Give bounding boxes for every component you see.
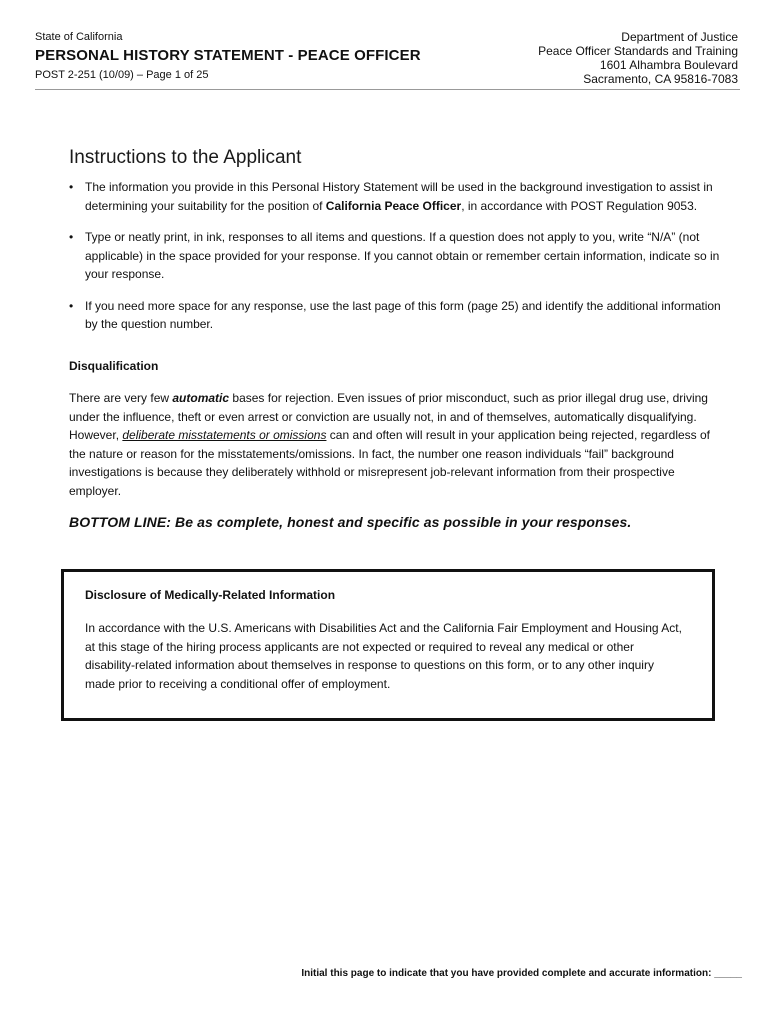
emphasis-text: automatic xyxy=(172,391,230,405)
paragraph-text: can and often will result in your application being rejected, regardless of the nature or reason for the misstatements/omissions. In fact, the number one reason individuals “fail” background investigations is because they deliberately withhold or misrepresent job-relevant information from their prospective employer. xyxy=(69,428,711,498)
state-label: State of California xyxy=(35,31,123,43)
header-left xyxy=(35,30,421,81)
list-item xyxy=(69,228,729,284)
paragraph-text: bases for rejection. Even issues of prior misconduct, such as prior illegal drug use, driving under the influence, theft or even arrest or conviction are usually not, in and of themselves, automatically disqualifying. However, xyxy=(69,391,708,442)
page-title: Instructions to the Applicant xyxy=(69,146,302,168)
bullet-text: Type or neatly print, in ink, responses to all items and questions. If a question does not apply to you, write “N/A” (not applicable) in the space provided for your response. If you cannot obtain or remember certain information, indicate so in your response. xyxy=(85,230,720,281)
city-state-zip: Sacramento, CA 95816-7083 xyxy=(583,72,738,86)
paragraph-text: There are very few xyxy=(69,391,173,405)
bullet-icon: • xyxy=(69,230,74,244)
bottom-line-label: BOTTOM LINE xyxy=(69,514,167,530)
list-item xyxy=(69,297,729,334)
initial-field[interactable]: Initial this page to indicate that you have provided complete and accurate information: _____ xyxy=(301,968,742,979)
disclosure-heading: Disclosure of Medically-Related Information xyxy=(85,588,336,602)
department-name: Department of Justice xyxy=(621,30,738,44)
form-number: POST 2-251 (10/09) – Page 1 of 25 xyxy=(35,69,209,81)
disqualification-heading: Disqualification xyxy=(69,359,159,373)
bullet-text: , in accordance with POST Regulation 9053. xyxy=(461,198,698,213)
street-address: 1601 Alhambra Boulevard xyxy=(599,58,738,72)
instruction-list xyxy=(69,178,729,347)
bullet-text: If you need more space for any response, use the last page of this form (page 25) and identify the additional information by the question number. xyxy=(85,298,721,331)
bullet-icon: • xyxy=(69,298,74,313)
disclosure-body: In accordance with the U.S. Americans with Disabilities Act and the California Fair Employment and Housing Act, at this stage of the hiring process applicants are not expected or required to reveal any medical or other disability-related information about themselves in response to questions on this form, or to any other inquiry made prior to receiving a conditional offer of employment. xyxy=(85,621,682,691)
form-title: PERSONAL HISTORY STATEMENT - PEACE OFFICER xyxy=(35,47,421,64)
disclosure-box xyxy=(61,569,715,721)
bottom-line-text: : Be as complete, honest and specific as possible in your responses. xyxy=(166,514,632,530)
underlined-text: deliberate misstatements or omissions xyxy=(122,428,327,442)
list-item xyxy=(69,178,729,215)
bottom-line xyxy=(69,514,631,530)
department-address xyxy=(538,30,738,86)
bullet-text: The information you provide in this Personal History Statement will be used in the background investigation to assist in determining your suitability for the position of xyxy=(85,180,713,213)
department-division: Peace Officer Standards and Training xyxy=(538,44,738,58)
bullet-text-bold: California Peace Officer xyxy=(325,198,462,213)
disqualification-paragraph xyxy=(69,389,729,500)
bullet-icon: • xyxy=(69,180,74,194)
header-divider xyxy=(35,89,740,90)
